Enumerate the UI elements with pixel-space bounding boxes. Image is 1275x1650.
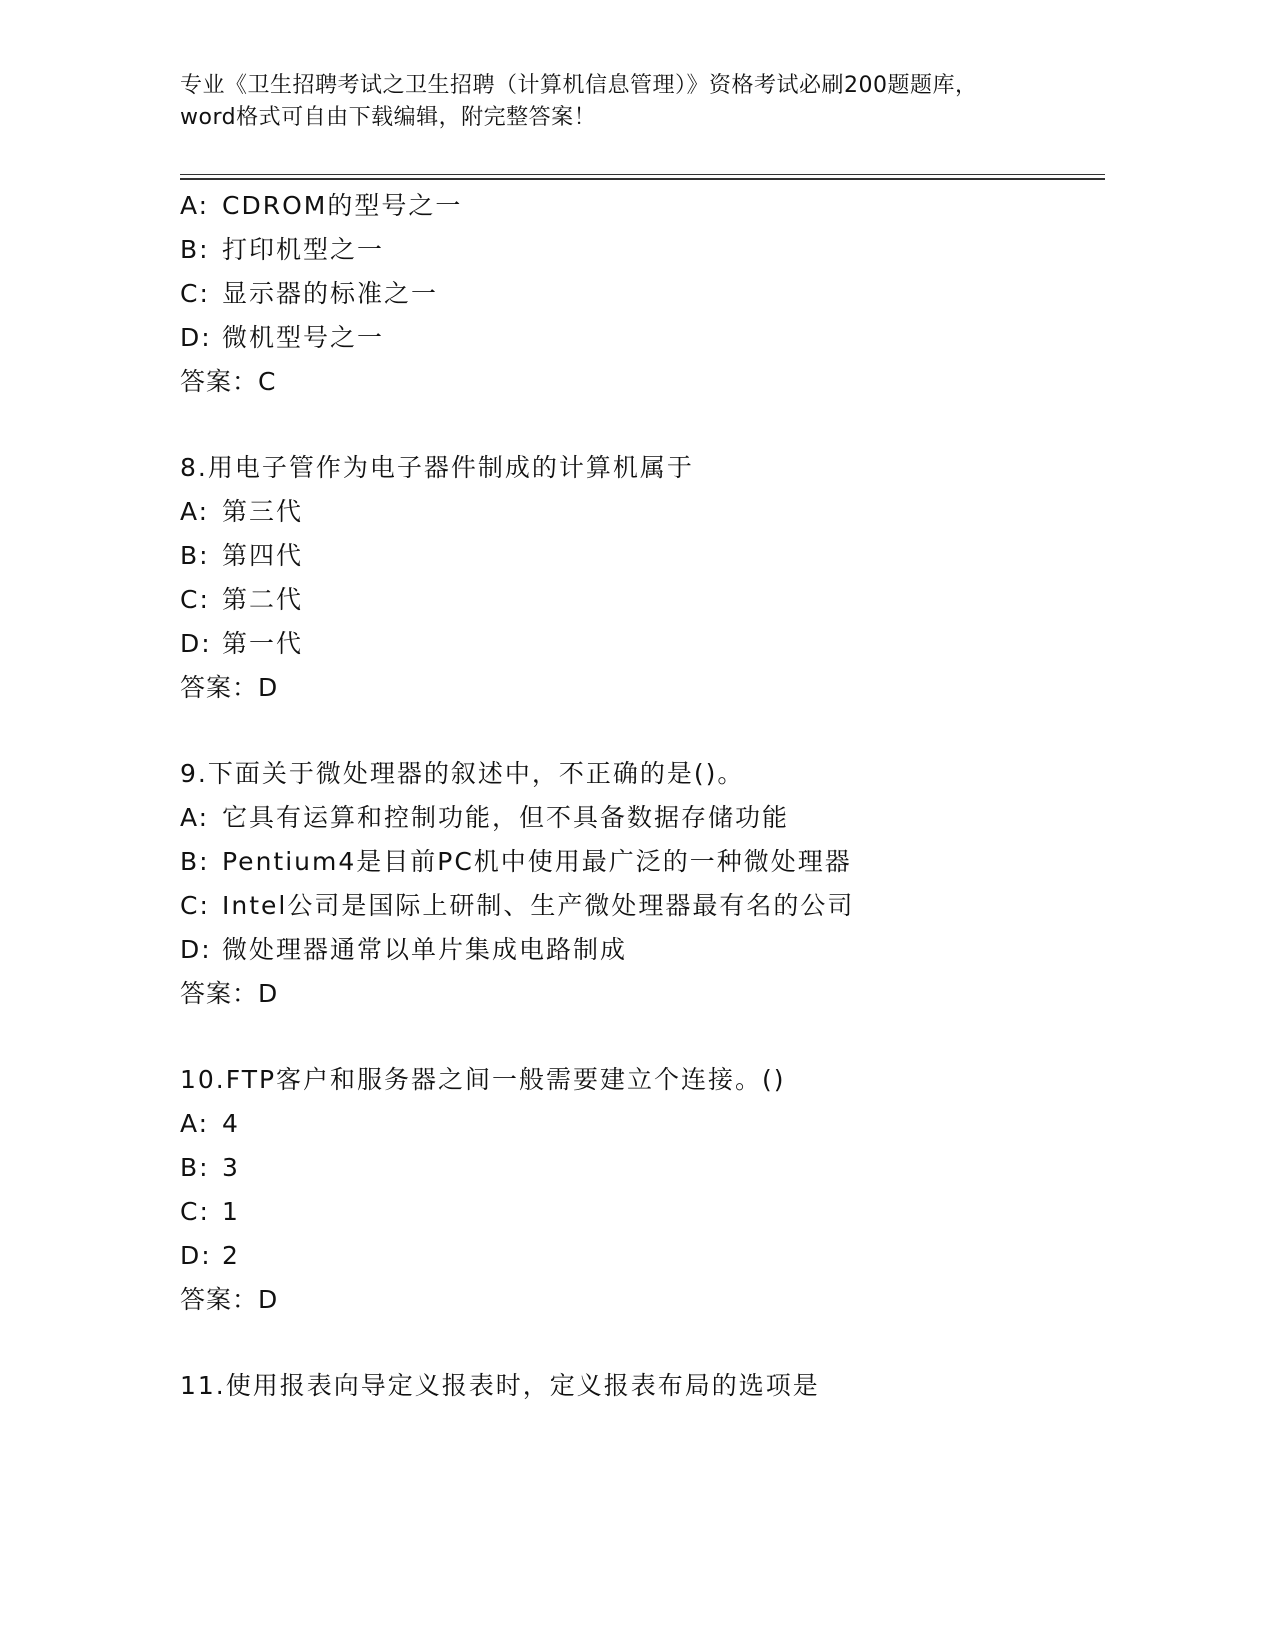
option-text: Intel公司是国际上研制、生产微处理器最有名的公司 — [222, 891, 855, 920]
option-d — [180, 316, 1100, 360]
option-key: A: — [180, 1109, 210, 1138]
option-text: 微处理器通常以单片集成电路制成 — [222, 935, 628, 964]
question-stem: 9.下面关于微处理器的叙述中，不正确的是()。 — [180, 759, 745, 788]
option-text: 它具有运算和控制功能，但不具备数据存储功能 — [222, 803, 790, 832]
document-header — [180, 70, 1100, 134]
question-stem: 10.FTP客户和服务器之间一般需要建立个连接。() — [180, 1065, 786, 1094]
option-b — [180, 228, 1100, 272]
option-d — [180, 622, 1100, 666]
option-key: D: — [180, 629, 212, 658]
spacer — [180, 710, 1100, 752]
option-key: B: — [180, 541, 210, 570]
option-b — [180, 840, 1100, 884]
option-b — [180, 1146, 1100, 1190]
option-key: B: — [180, 235, 210, 264]
spacer — [180, 404, 1100, 446]
option-d — [180, 1234, 1100, 1278]
option-key: C: — [180, 279, 210, 308]
option-text: 显示器的标准之一 — [222, 279, 439, 308]
spacer — [180, 1016, 1100, 1058]
question-7 — [180, 184, 1100, 404]
option-text: 第三代 — [222, 497, 304, 526]
spacer — [180, 1322, 1100, 1364]
answer-line: 答案：D — [180, 673, 279, 702]
option-text: 微机型号之一 — [222, 323, 385, 352]
option-text: CDROM的型号之一 — [222, 191, 463, 220]
option-d — [180, 928, 1100, 972]
option-c — [180, 1190, 1100, 1234]
question-10 — [180, 1058, 1100, 1322]
option-a — [180, 1102, 1100, 1146]
option-key: C: — [180, 1197, 210, 1226]
option-key: D: — [180, 935, 212, 964]
option-key: A: — [180, 803, 210, 832]
header-divider-thick — [180, 178, 1105, 180]
header-title-line-2: word格式可自由下载编辑，附完整答案！ — [180, 105, 597, 130]
option-text: 1 — [222, 1197, 240, 1226]
option-c — [180, 884, 1100, 928]
question-list — [180, 184, 1100, 1408]
option-text: 第一代 — [222, 629, 304, 658]
option-a — [180, 184, 1100, 228]
header-divider-thin — [180, 174, 1105, 175]
option-key: A: — [180, 497, 210, 526]
option-text: 3 — [222, 1153, 240, 1182]
option-key: D: — [180, 1241, 212, 1270]
option-text: 4 — [222, 1109, 240, 1138]
option-text: 第四代 — [222, 541, 304, 570]
option-key: C: — [180, 891, 210, 920]
option-key: B: — [180, 1153, 210, 1182]
answer-line: 答案：C — [180, 367, 277, 396]
option-a — [180, 490, 1100, 534]
option-key: C: — [180, 585, 210, 614]
answer-line: 答案：D — [180, 979, 279, 1008]
question-9 — [180, 752, 1100, 1016]
option-text: 第二代 — [222, 585, 304, 614]
option-key: B: — [180, 847, 210, 876]
question-11 — [180, 1364, 1100, 1408]
question-8 — [180, 446, 1100, 710]
option-text: 打印机型之一 — [222, 235, 385, 264]
answer-line: 答案：D — [180, 1285, 279, 1314]
option-key: D: — [180, 323, 212, 352]
question-stem: 11.使用报表向导定义报表时，定义报表布局的选项是 — [180, 1371, 820, 1400]
option-c — [180, 578, 1100, 622]
option-a — [180, 796, 1100, 840]
question-stem: 8.用电子管作为电子器件制成的计算机属于 — [180, 453, 694, 482]
option-b — [180, 534, 1100, 578]
header-title-line-1: 专业《卫生招聘考试之卫生招聘（计算机信息管理）》资格考试必刷200题题库， — [180, 73, 978, 98]
option-text: Pentium4是目前PC机中使用最广泛的一种微处理器 — [222, 847, 852, 876]
option-c — [180, 272, 1100, 316]
option-text: 2 — [222, 1241, 240, 1270]
option-key: A: — [180, 191, 210, 220]
